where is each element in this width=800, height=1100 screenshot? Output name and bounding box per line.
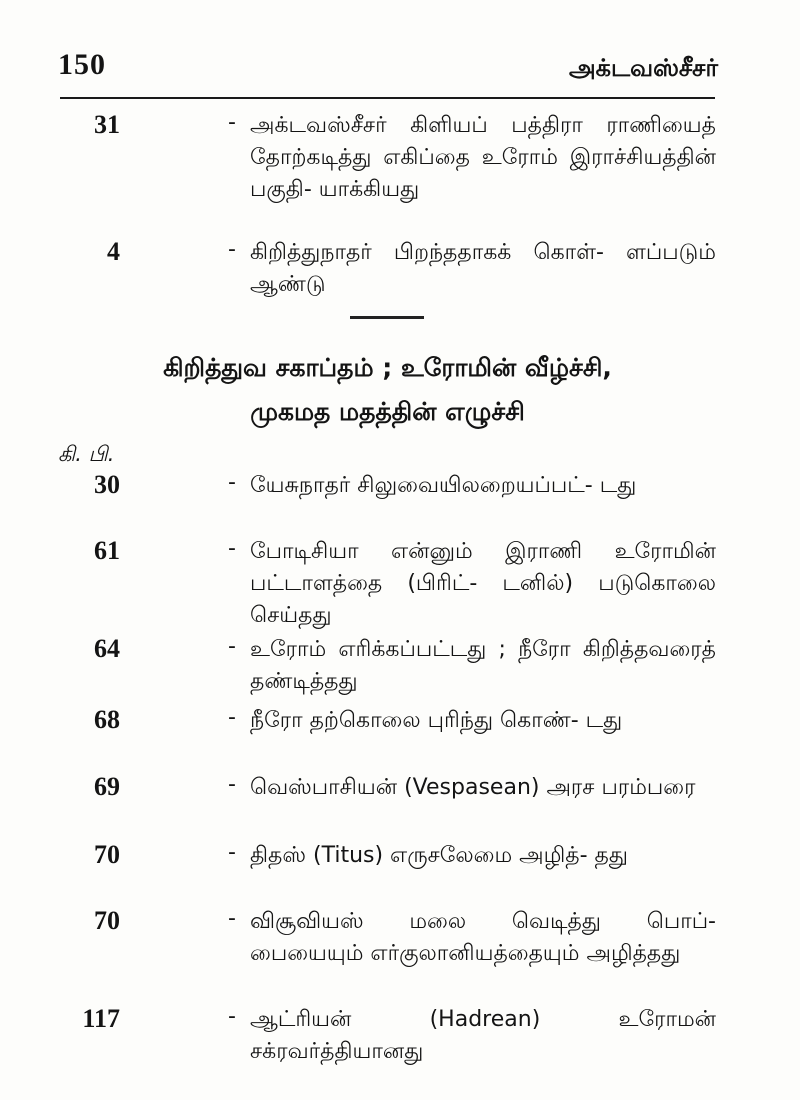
era-label: கி. பி. — [58, 442, 115, 466]
entry-year: 70 — [94, 906, 120, 935]
entry-year: 117 — [82, 1004, 120, 1033]
entry-dash: - — [228, 110, 236, 135]
entry-text: கிறித்துநாதர் பிறந்ததாகக் கொள்- ளப்படும் ஆண்டு — [250, 240, 716, 297]
entry-year: 61 — [94, 536, 120, 565]
entry-dash: - — [228, 536, 236, 561]
entry-dash: - — [228, 1004, 236, 1029]
entry-dash: - — [228, 470, 236, 495]
entry-year: 31 — [94, 110, 120, 139]
entry-dash: - — [228, 840, 236, 865]
entry-text: யேசுநாதர் சிலுவையிலறையப்பட்- டது — [250, 473, 637, 498]
entry-year: 64 — [94, 634, 120, 663]
entry-year: 30 — [94, 470, 120, 499]
section-heading-line1: கிறித்துவ சகாப்தம் ; உரோமின் வீழ்ச்சி, — [163, 353, 612, 382]
section-heading-line2: முகமத மதத்தின் எழுச்சி — [250, 397, 525, 426]
entry-dash: - — [228, 772, 236, 797]
entry-text: அக்டவஸ்சீசர் கிளியப் பத்திரா ராணியைத் தோற்கடித்து எகிப்தை உரோம் இராச்சியத்தின் பகுதி- யாக்கியது — [250, 113, 716, 202]
entry-year: 68 — [94, 705, 120, 734]
page-number: 150 — [58, 48, 106, 81]
entry-text: உரோம் எரிக்கப்பட்டது ; நீரோ கிறித்தவரைத் தண்டித்தது — [250, 637, 716, 694]
entry-dash: - — [228, 237, 236, 262]
entry-text: போடிசியா என்னும் இராணி உரோமின் பட்டாளத்தை (பிரிட்- டனில்) படுகொலை செய்தது — [250, 539, 716, 628]
entry-year: 69 — [94, 772, 120, 801]
entry-text: ஆட்ரியன் (Hadrean) உரோமன் சக்ரவர்த்தியானது — [250, 1007, 716, 1064]
header-rule — [60, 97, 715, 99]
entry-year: 70 — [94, 840, 120, 869]
entry-dash: - — [228, 906, 236, 931]
entry-year: 4 — [107, 237, 120, 266]
entry-text: விசூவியஸ் மலை வெடித்து பொப்- பையையும் எர்குலானியத்தையும் அழித்தது — [250, 909, 716, 966]
entry-text: நீரோ தற்கொலை புரிந்து கொண்- டது — [250, 708, 623, 733]
entry-text: வெஸ்பாசியன் (Vespasean) அரச பரம்பரை — [250, 775, 696, 800]
section-divider — [350, 316, 424, 319]
entry-dash: - — [228, 705, 236, 730]
running-head: அக்டவஸ்சீசர் — [569, 54, 718, 82]
entry-text: திதஸ் (Titus) எருசலேமை அழித்- தது — [250, 843, 628, 868]
entry-dash: - — [228, 634, 236, 659]
